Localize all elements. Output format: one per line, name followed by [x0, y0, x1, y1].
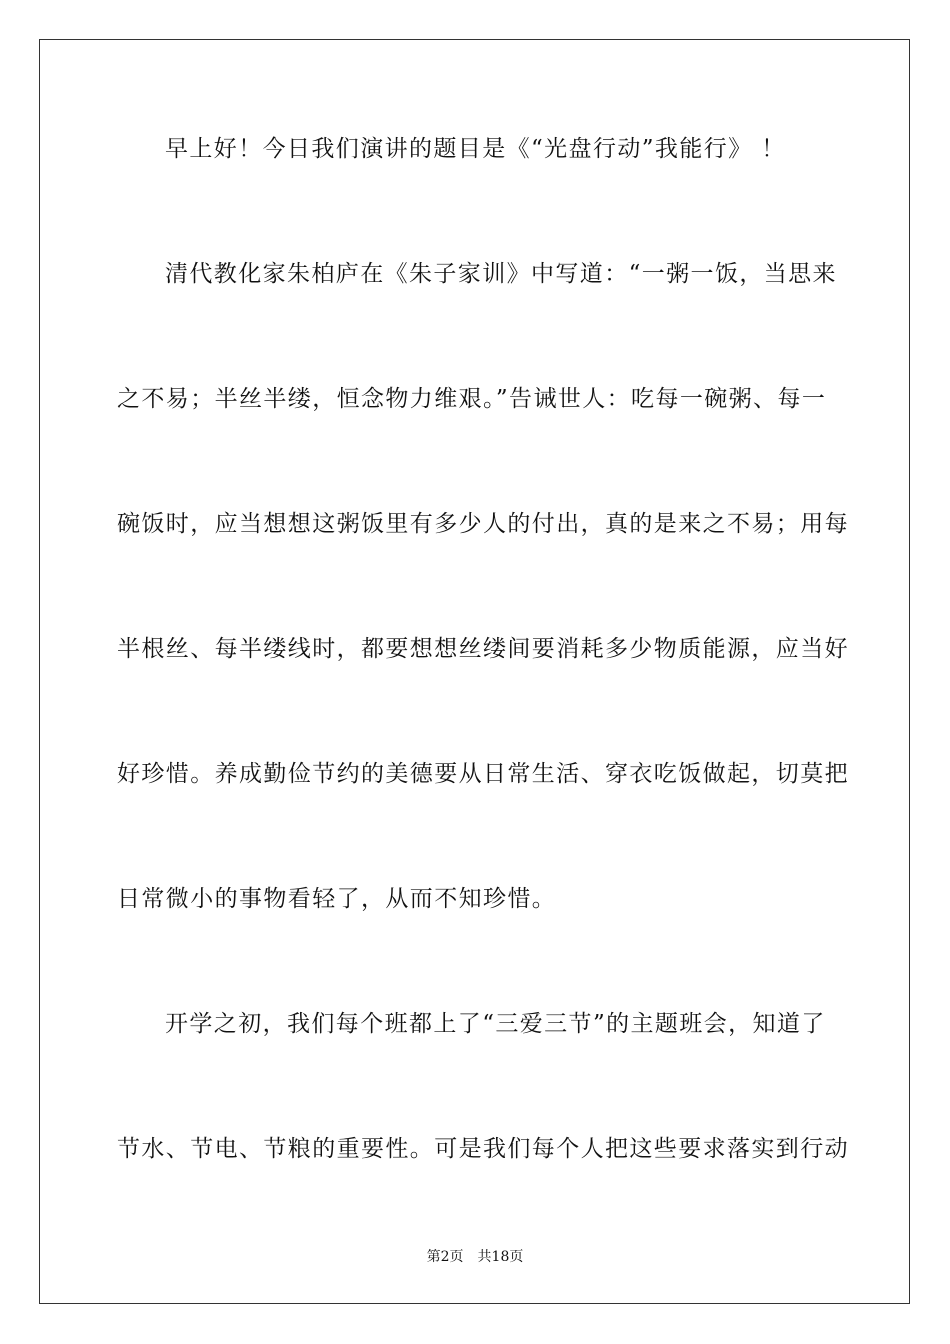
- paragraph-2-line-2: 之不易；半丝半缕，恒念物力维艰。”告诫世人：吃每一碗粥、每一: [117, 386, 827, 412]
- paragraph-2-line-6: 日常微小的事物看轻了，从而不知珍惜。: [117, 886, 557, 912]
- paragraph-2-line-3: 碗饭时，应当想想这粥饭里有多少人的付出，真的是来之不易；用每: [117, 511, 849, 537]
- paragraph-3-line-1: 开学之初，我们每个班都上了“三爱三节”的主题班会，知道了: [165, 1011, 826, 1037]
- page-footer: [0, 1248, 950, 1266]
- page-number-current: 第2页: [426, 1249, 464, 1265]
- paragraph-3-line-2: 节水、节电、节粮的重要性。可是我们每个人把这些要求落实到行动: [117, 1136, 849, 1162]
- page-border: [39, 39, 910, 1304]
- page-number-total: 共18页: [477, 1249, 524, 1265]
- paragraph-1-line-1: 早上好！今日我们演讲的题目是《“光盘行动”我能行》 ！: [165, 136, 786, 162]
- paragraph-2-line-5: 好珍惜。养成勤俭节约的美德要从日常生活、穿衣吃饭做起，切莫把: [117, 761, 849, 787]
- paragraph-2-line-1: 清代教化家朱柏庐在《朱子家训》中写道：“一粥一饭，当思来: [165, 261, 837, 287]
- paragraph-2-line-4: 半根丝、每半缕线时，都要想想丝缕间要消耗多少物质能源，应当好: [117, 636, 849, 662]
